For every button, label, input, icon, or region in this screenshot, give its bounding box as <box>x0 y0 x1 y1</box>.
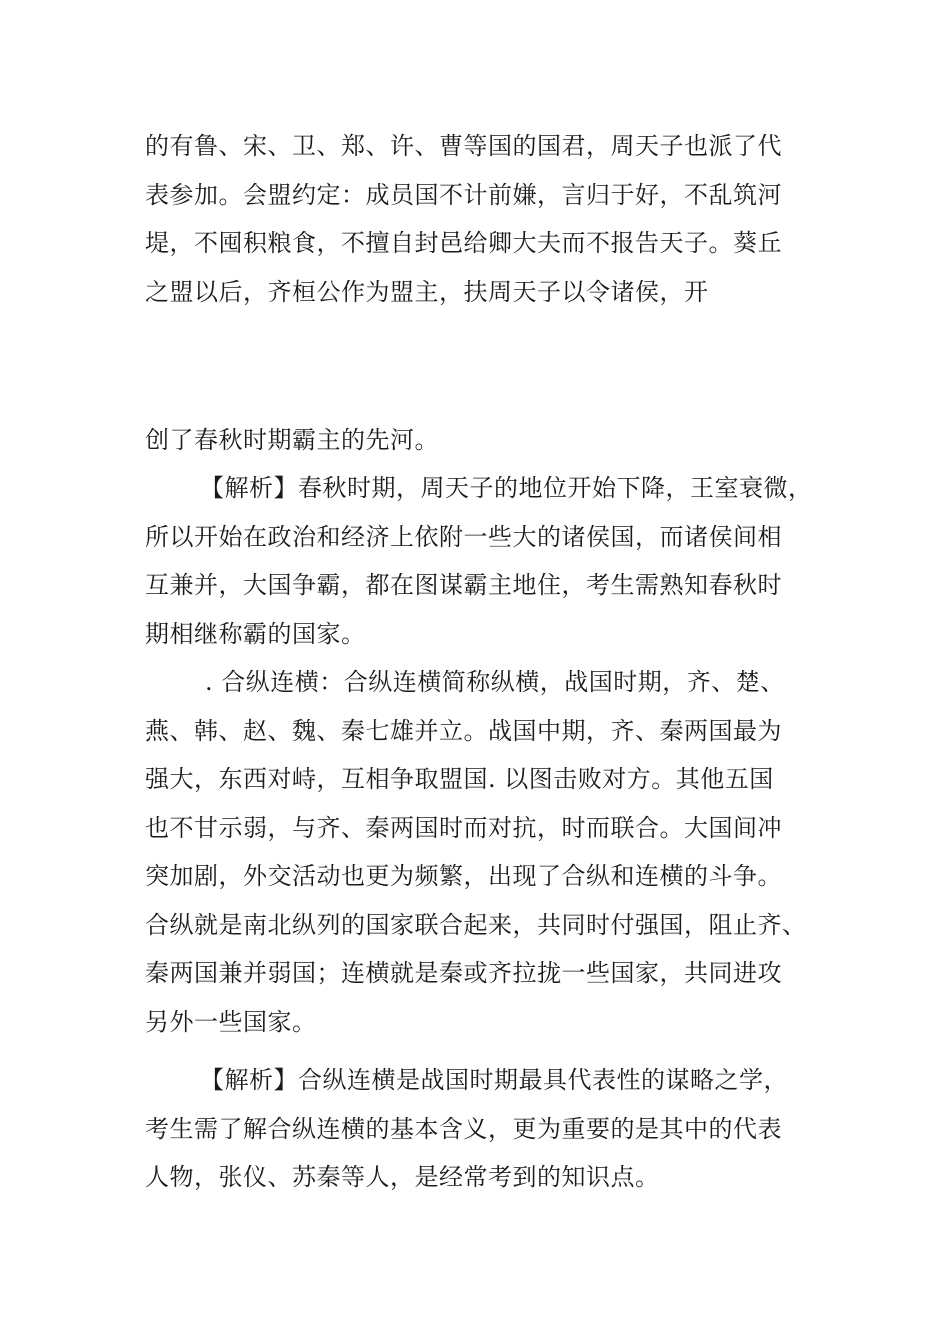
text-line: 考生需了解合纵连横的基本含义，更为重要的是其中的代表 <box>145 1115 782 1143</box>
text-line: 之盟以后，齐桓公作为盟主，扶周天子以令诸侯，开 <box>145 278 709 306</box>
text-line: 堤，不囤积粮食，不擅自封邑给卿大夫而不报告天子。葵丘 <box>145 229 782 257</box>
hezong-paragraph-start: . 合纵连横：合纵连横简称纵横，战国时期，齐、楚、 <box>205 668 785 696</box>
text-line: 另外一些国家。 <box>145 1008 317 1036</box>
text-line: 互兼并，大国争霸，都在图谋霸主地住，考生需熟知春秋时 <box>145 571 782 599</box>
analysis-paragraph-start: 【解析】合纵连横是战国时期最具代表性的谋略之学， <box>200 1066 788 1094</box>
text-line: 人物，张仪、苏秦等人，是经常考到的知识点。 <box>145 1163 660 1191</box>
text-line: 合纵就是南北纵列的国家联合起来，共同时付强国，阻止齐、 <box>145 911 807 939</box>
text-line: 突加剧，外交活动也更为频繁，出现了合纵和连横的斗争。 <box>145 862 782 890</box>
text-line: 的有鲁、宋、卫、郑、许、曹等国的国君，周天子也派了代 <box>145 132 782 160</box>
text-line: 秦两国兼并弱国；连横就是秦或齐拉拢一些国家，共同进攻 <box>145 959 782 987</box>
text-line: 也不甘示弱，与齐、秦两国时而对抗，时而联合。大国间冲 <box>145 814 782 842</box>
text-line: 期相继称霸的国家。 <box>145 620 366 648</box>
text-line: 燕、韩、赵、魏、秦七雄并立。战国中期，齐、秦两国最为 <box>145 717 782 745</box>
analysis-paragraph-start: 【解析】春秋时期，周天子的地位开始下降，王室衰微， <box>200 474 813 502</box>
text-line: 强大，东西对峙，互相争取盟国. 以图击败对方。其他五国 <box>145 765 774 793</box>
text-line: 所以开始在政治和经济上依附一些大的诸侯国，而诸侯间相 <box>145 523 782 551</box>
text-line: 创了春秋时期霸主的先河。 <box>145 426 439 454</box>
text-line: 表参加。会盟约定：成员国不计前嫌，言归于好，不乱筑河 <box>145 181 782 209</box>
